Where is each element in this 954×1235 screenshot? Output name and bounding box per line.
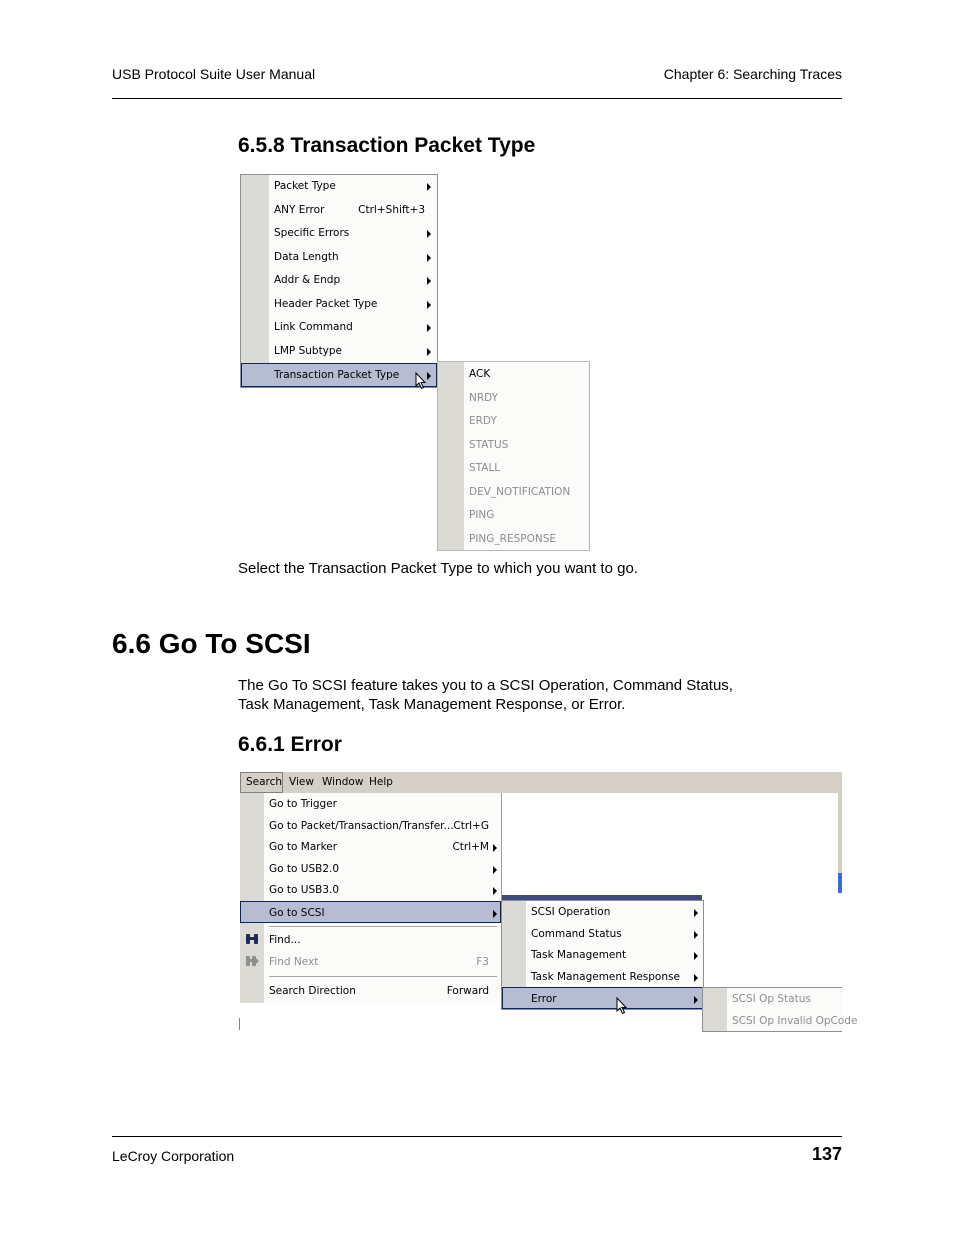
footer-company: LeCroy Corporation bbox=[112, 1148, 235, 1164]
scsi-item-command-status[interactable]: Command Status bbox=[502, 923, 703, 945]
submenu-item-ping-response[interactable]: PING_RESPONSE bbox=[469, 532, 557, 545]
page-number: 137 bbox=[811, 1144, 842, 1164]
menu-item-addr-endp[interactable]: Addr & Endp bbox=[241, 269, 437, 292]
binoculars-next-icon bbox=[245, 955, 259, 967]
submenu-arrow-icon bbox=[427, 230, 431, 238]
section-heading-66: 6.6 Go To SCSI bbox=[112, 628, 311, 659]
menu-item-data-length[interactable]: Data Length bbox=[241, 246, 437, 269]
submenu-arrow-icon bbox=[694, 996, 698, 1004]
search-dropdown-menu bbox=[240, 793, 502, 1003]
menu-item-go-to-marker[interactable]: Go to Marker Ctrl+M bbox=[240, 836, 501, 858]
submenu-arrow-icon bbox=[427, 254, 431, 262]
submenu-arrow-icon bbox=[493, 844, 497, 852]
submenu-arrow-icon bbox=[694, 952, 698, 960]
menu-item-link-command[interactable]: Link Command bbox=[241, 316, 437, 339]
header-chapter-title: Chapter 6: Searching Traces bbox=[663, 66, 842, 82]
submenu-arrow-icon bbox=[493, 887, 497, 895]
menu-item-any-error[interactable]: ANY Error Ctrl+Shift+3 bbox=[274, 203, 425, 216]
mouse-cursor-icon bbox=[415, 372, 427, 390]
menu-item-transaction-packet-type[interactable]: Transaction Packet Type bbox=[241, 363, 437, 387]
submenu-arrow-icon bbox=[694, 931, 698, 939]
menu-item-go-to-usb3[interactable]: Go to USB3.0 bbox=[240, 879, 501, 901]
menu-item-lmp-subtype[interactable]: LMP Subtype bbox=[241, 340, 437, 363]
submenu-arrow-icon bbox=[427, 301, 431, 309]
error-item-scsi-op-invalid-opcode[interactable]: SCSI Op Invalid OpCode bbox=[732, 1015, 858, 1027]
menu-item-search-direction[interactable]: Search Direction Forward bbox=[269, 985, 489, 997]
submenu-arrow-icon bbox=[493, 866, 497, 874]
mouse-cursor-icon bbox=[616, 997, 628, 1015]
menu-bar bbox=[240, 772, 842, 793]
submenu-item-dev-notification[interactable]: DEV_NOTIFICATION bbox=[469, 485, 571, 498]
submenu-item-nrdy[interactable]: NRDY bbox=[469, 391, 499, 404]
menu-item-header-packet-type[interactable]: Header Packet Type bbox=[241, 293, 437, 316]
intro-line-1: The Go To SCSI feature takes you to a SCSI Operation, Command Status, bbox=[238, 677, 733, 694]
submenu-arrow-icon bbox=[427, 348, 431, 356]
scsi-item-error[interactable]: Error bbox=[502, 987, 703, 1009]
section-heading-658: 6.5.8 Transaction Packet Type bbox=[238, 134, 536, 157]
binoculars-icon bbox=[245, 933, 259, 945]
error-submenu bbox=[702, 987, 858, 1032]
menu-search[interactable]: Search bbox=[246, 776, 283, 788]
scsi-item-task-management-response[interactable]: Task Management Response bbox=[502, 966, 703, 988]
submenu-arrow-icon bbox=[694, 909, 698, 917]
submenu-item-stall[interactable]: STALL bbox=[469, 462, 501, 474]
submenu-item-ping[interactable]: PING bbox=[469, 509, 495, 521]
footer-rule bbox=[112, 1136, 842, 1137]
menu-item-go-to-scsi[interactable]: Go to SCSI bbox=[240, 901, 501, 923]
menu-item-find[interactable]: Find... bbox=[240, 929, 501, 951]
section-heading-661: 6.6.1 Error bbox=[238, 733, 342, 756]
submenu-item-erdy[interactable]: ERDY bbox=[469, 415, 497, 427]
submenu-item-ack[interactable]: ACK bbox=[469, 368, 491, 380]
menu-view[interactable]: View bbox=[289, 776, 314, 788]
submenu-arrow-icon bbox=[493, 910, 497, 918]
menu-help[interactable]: Help bbox=[369, 776, 393, 788]
search-menu-658 bbox=[240, 174, 438, 388]
menu-item-packet-type[interactable]: Packet Type bbox=[241, 175, 437, 198]
header-rule bbox=[112, 98, 842, 99]
scsi-item-operation[interactable]: SCSI Operation bbox=[502, 901, 703, 923]
submenu-arrow-icon bbox=[694, 974, 698, 982]
caption-658: Select the Transaction Packet Type to which you want to go. bbox=[238, 560, 638, 577]
submenu-arrow-icon bbox=[427, 183, 431, 191]
menu-item-find-next[interactable]: Find Next F3 bbox=[240, 951, 501, 973]
menu-window[interactable]: Window bbox=[322, 776, 364, 788]
submenu-arrow-icon bbox=[427, 324, 431, 332]
submenu-arrow-icon bbox=[427, 372, 431, 380]
transaction-packet-type-submenu bbox=[437, 361, 590, 551]
menu-item-specific-errors[interactable]: Specific Errors bbox=[241, 222, 437, 245]
submenu-arrow-icon bbox=[427, 277, 431, 285]
scsi-item-task-management[interactable]: Task Management bbox=[502, 944, 703, 966]
menu-item-go-to-packet[interactable]: Go to Packet/Transaction/Transfer... Ctrl+G bbox=[269, 820, 489, 832]
submenu-item-status[interactable]: STATUS bbox=[469, 438, 509, 451]
scsi-submenu bbox=[501, 900, 704, 1010]
error-item-scsi-op-status[interactable]: SCSI Op Status bbox=[732, 993, 811, 1005]
menu-item-go-to-usb2[interactable]: Go to USB2.0 bbox=[240, 858, 501, 880]
header-manual-title: USB Protocol Suite User Manual bbox=[112, 66, 316, 82]
intro-line-2: Task Management, Task Management Response, or Error. bbox=[238, 696, 626, 713]
menu-item-go-to-trigger[interactable]: Go to Trigger bbox=[269, 798, 337, 810]
